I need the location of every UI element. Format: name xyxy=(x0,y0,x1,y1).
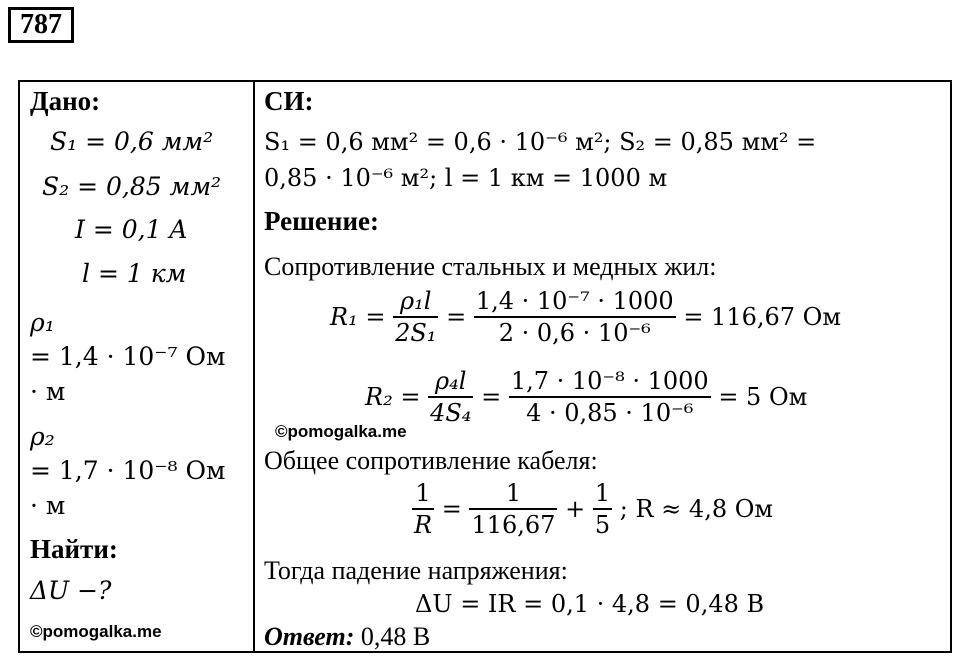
given-s2: S₂ = 0,85 мм² xyxy=(42,172,222,201)
si-title: СИ: xyxy=(264,86,314,116)
problem-number: 787 xyxy=(8,7,74,43)
answer-label: Ответ: xyxy=(264,622,355,651)
r2-lhs: R₂ = xyxy=(365,383,421,411)
si-line-2: 0,85 · 10⁻⁶ м²; l = 1 км = 1000 м xyxy=(264,164,668,192)
given-rho2-unit: · м xyxy=(30,491,66,520)
given-length: l = 1 км xyxy=(82,259,187,288)
r2-fraction-numeric: $\frac{\text{1,7 · 10⁻⁸ · 1000}}{\text{4 · 0,85 · 10⁻⁶}}$ xyxy=(510,367,709,427)
given-rho1-symbol: ρ₁ xyxy=(30,308,55,337)
given-title: Дано: xyxy=(30,86,101,116)
si-line-1: S₁ = 0,6 мм² = 0,6 · 10⁻⁶ м²; S₂ = 0,85 мм² = xyxy=(264,128,817,156)
solution-text-3: Тогда падение напряжения: xyxy=(264,556,568,585)
formula-voltage-drop: ΔU = IR = 0,1 · 4,8 = 0,48 В xyxy=(415,590,765,618)
given-rho2-value: = 1,7 · 10⁻⁸ Ом xyxy=(30,456,226,485)
total-r-fraction-3: $\frac{1}{5}$ xyxy=(594,479,611,539)
answer-line xyxy=(264,622,430,652)
given-rho1-unit: · м xyxy=(30,377,66,406)
given-rho2-symbol: ρ₂ xyxy=(30,422,55,451)
formula-r1: R₁ = $\frac{\text{ρ₁l}}{\text{2S₁}}$ = $\frac{\text{1,4 · 10⁻⁷ · 1000}}{\text{2 · 0,6 · 10⁻⁶}}$ = 116,67 Ом xyxy=(330,287,841,347)
given-current: I = 0,1 A xyxy=(75,215,188,244)
solution-title: Решение: xyxy=(264,206,379,236)
r2-fraction-symbolic: $\frac{\text{ρ₄l}}{\text{4S₄}}$ xyxy=(430,367,472,427)
r2-result: = 5 Ом xyxy=(718,383,808,411)
answer-value: 0,48 В xyxy=(360,622,431,651)
r1-fraction-symbolic: $\frac{\text{ρ₁l}}{\text{2S₁}}$ xyxy=(395,287,437,347)
formula-r2: R₂ = $\frac{\text{ρ₄l}}{\text{4S₄}}$ = $\frac{\text{1,7 · 10⁻⁸ · 1000}}{\text{4 · 0,85 · 10⁻⁶}}$ = 5 Ом xyxy=(365,367,808,427)
total-r-fraction-1: $\frac{1}{R}$ xyxy=(414,479,433,539)
formula-total-r: $\frac{1}{R}$ = $\frac{1}{116,67}$ + $\frac{1}{5}$ ; R ≈ 4,8 Ом xyxy=(414,479,774,539)
r1-lhs: R₁ = xyxy=(330,303,386,331)
find-title: Найти: xyxy=(30,534,118,564)
find-value: ΔU −? xyxy=(30,576,112,605)
watermark-center: ©pomogalka.me xyxy=(275,422,407,441)
r1-result: = 116,67 Ом xyxy=(683,303,841,331)
total-r-fraction-2: $\frac{1}{116,67}$ xyxy=(471,479,556,539)
column-divider xyxy=(253,82,255,651)
given-rho1-value: = 1,4 · 10⁻⁷ Ом xyxy=(30,342,226,371)
total-r-result: ; R ≈ 4,8 Ом xyxy=(619,495,774,523)
watermark-left: ©pomogalka.me xyxy=(30,622,162,641)
solution-text-1: Сопротивление стальных и медных жил: xyxy=(264,252,717,281)
solution-table xyxy=(18,80,952,653)
solution-text-2: Общее сопротивление кабеля: xyxy=(264,446,598,475)
given-s1: S₁ = 0,6 мм² xyxy=(50,127,214,156)
r1-fraction-numeric: $\frac{\text{1,4 · 10⁻⁷ · 1000}}{\text{2 · 0,6 · 10⁻⁶}}$ xyxy=(475,287,674,347)
